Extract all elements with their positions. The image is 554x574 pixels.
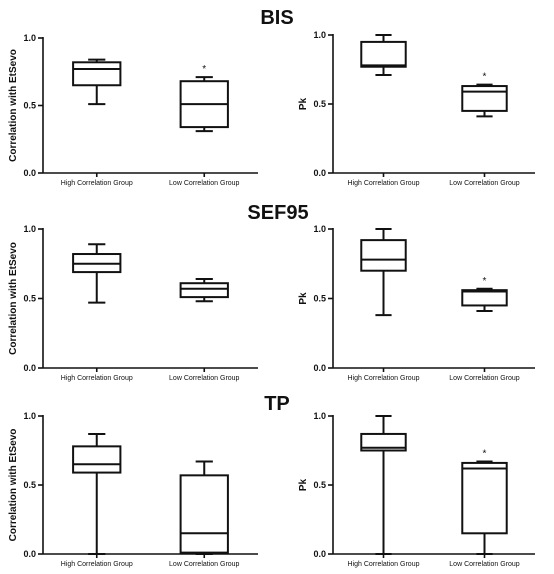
y-tick-label: 0.5 xyxy=(23,480,36,490)
y-axis-label: Correlation with EtSevo xyxy=(8,242,19,355)
x-category-label: High Correlation Group xyxy=(347,180,420,187)
box-iqr xyxy=(462,463,506,533)
x-category-label: Low Correlation Group xyxy=(169,180,240,187)
y-tick-label: 0.5 xyxy=(313,99,326,109)
y-tick-label: 0.5 xyxy=(23,293,36,304)
y-tick-label: 1.0 xyxy=(23,33,36,43)
y-tick-label: 0.0 xyxy=(313,168,326,178)
box-iqr xyxy=(361,42,405,67)
y-axis-label: Pk xyxy=(298,292,309,305)
box-iqr xyxy=(181,283,228,297)
y-tick-label: 0.5 xyxy=(313,480,326,490)
y-tick-label: 1.0 xyxy=(313,224,326,234)
y-tick-label: 0.5 xyxy=(313,293,326,304)
x-category-label: High Correlation Group xyxy=(347,561,420,568)
y-tick-label: 1.0 xyxy=(313,411,326,421)
panel-title: BIS xyxy=(260,7,294,29)
x-category-label: Low Correlation Group xyxy=(169,375,240,382)
x-category-label: High Correlation Group xyxy=(347,375,420,382)
box-iqr xyxy=(73,62,120,85)
box-iqr xyxy=(181,475,228,552)
y-tick-label: 0.0 xyxy=(23,168,36,178)
y-tick-label: 1.0 xyxy=(313,30,326,40)
y-tick-label: 0.0 xyxy=(23,549,36,559)
x-category-label: Low Correlation Group xyxy=(449,180,520,187)
significance-star: * xyxy=(202,64,207,76)
y-axis-label: Correlation with EtSevo xyxy=(8,49,19,162)
significance-star: * xyxy=(482,71,487,83)
box-iqr xyxy=(462,86,506,111)
x-category-label: High Correlation Group xyxy=(60,375,133,382)
y-axis-label: Pk xyxy=(298,97,309,111)
x-category-label: High Correlation Group xyxy=(60,180,133,187)
x-category-label: High Correlation Group xyxy=(60,561,133,568)
x-category-label: Low Correlation Group xyxy=(169,561,240,568)
panel-title: TP xyxy=(264,393,290,415)
y-tick-label: 1.0 xyxy=(23,224,36,234)
y-tick-label: 0.0 xyxy=(313,363,326,373)
y-axis-label: Pk xyxy=(298,478,309,492)
y-tick-label: 1.0 xyxy=(23,411,36,421)
box-iqr xyxy=(73,446,120,472)
box-iqr xyxy=(361,240,405,271)
y-tick-label: 0.0 xyxy=(23,363,36,373)
x-category-label: Low Correlation Group xyxy=(449,375,520,382)
panel-title: SEF95 xyxy=(247,202,309,224)
y-tick-label: 0.5 xyxy=(23,100,36,111)
significance-star: * xyxy=(482,275,487,287)
x-category-label: Low Correlation Group xyxy=(449,561,520,568)
significance-star: * xyxy=(482,448,487,460)
y-axis-label: Correlation with EtSevo xyxy=(8,428,19,542)
y-tick-label: 0.0 xyxy=(313,549,326,559)
